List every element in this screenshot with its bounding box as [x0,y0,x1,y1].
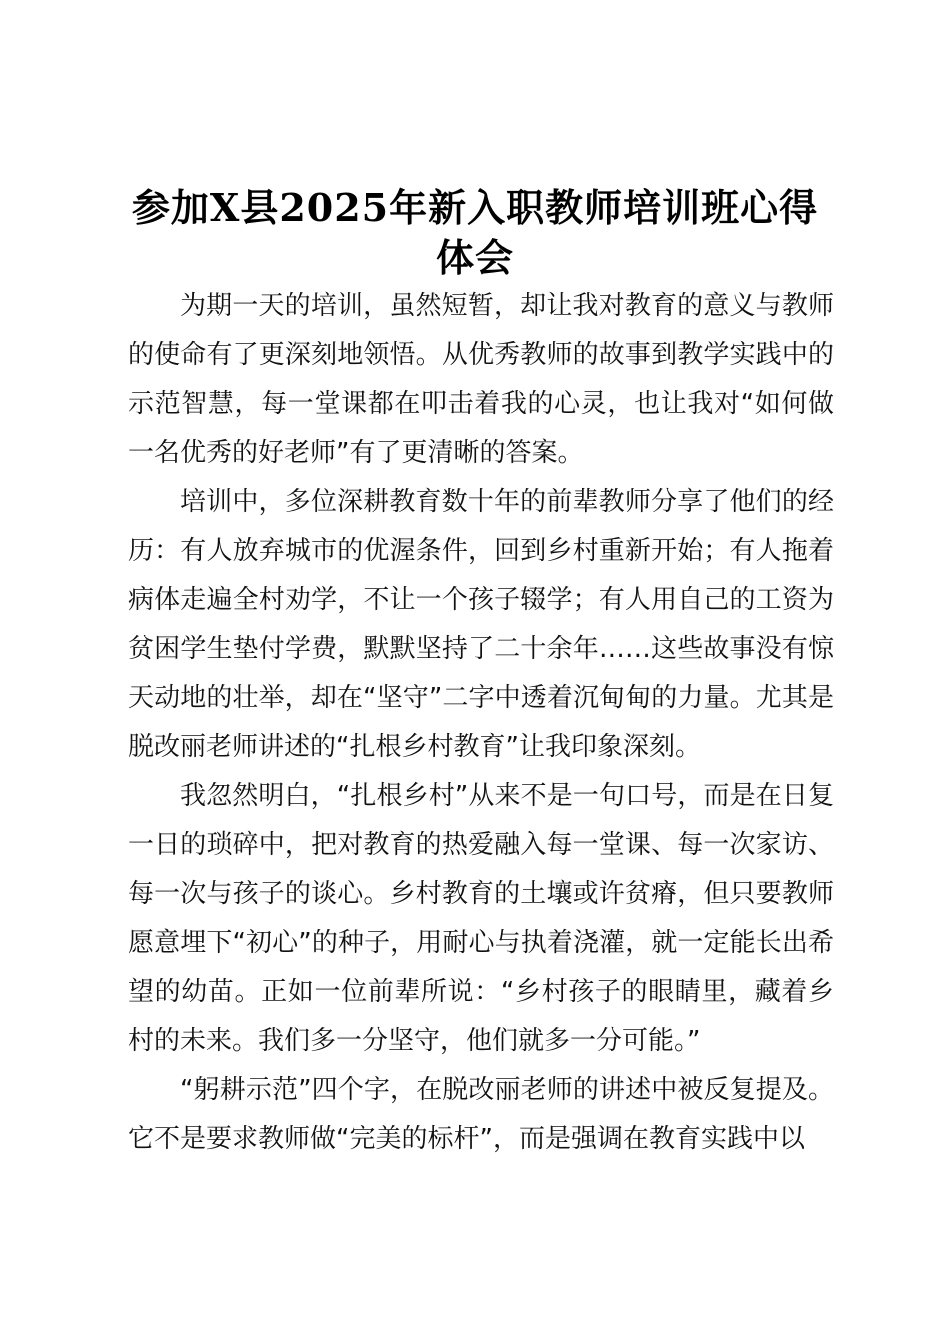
document-body [128,282,834,1164]
paragraph-2: 培训中，多位深耕教育数十年的前辈教师分享了他们的经历：有人放弃城市的优渥条件，回到乡村重新开始；有人拖着病体走遍全村劝学，不让一个孩子辍学；有人用自己的工资为贫困学生垫付学费，默默坚持了二十余年……这些故事没有惊天动地的壮举，却在“坚守”二字中透着沉甸甸的力量。尤其是脱改丽老师讲述的“扎根乡村教育”让我印象深刻。 [128,487,834,762]
paragraph-3: 我忽然明白，“扎根乡村”从来不是一句口号，而是在日复一日的琐碎中，把对教育的热爱融入每一堂课、每一次家访、每一次与孩子的谈心。乡村教育的土壤或许贫瘠，但只要教师愿意埋下“初心”的种子，用耐心与执着浇灌，就一定能长出希望的幼苗。正如一位前辈所说：“乡村孩子的眼睛里，藏着乡村的未来。我们多一分坚守，他们就多一分可能。” [128,781,834,1056]
document-title: 参加X县2025年新入职教师培训班心得体会 [131,185,819,280]
paragraph-1: 为期一天的培训，虽然短暂，却让我对教育的意义与教师的使命有了更深刻地领悟。从优秀教师的故事到教学实践中的示范智慧，每一堂课都在叩击着我的心灵，也让我对“如何做一名优秀的好老师”有了更清晰的答案。 [128,291,834,468]
paragraph-4: “躬耕示范”四个字，在脱改丽老师的讲述中被反复提及。它不是要求教师做“完美的标杆”，而是强调在教育实践中以 [128,1075,834,1154]
